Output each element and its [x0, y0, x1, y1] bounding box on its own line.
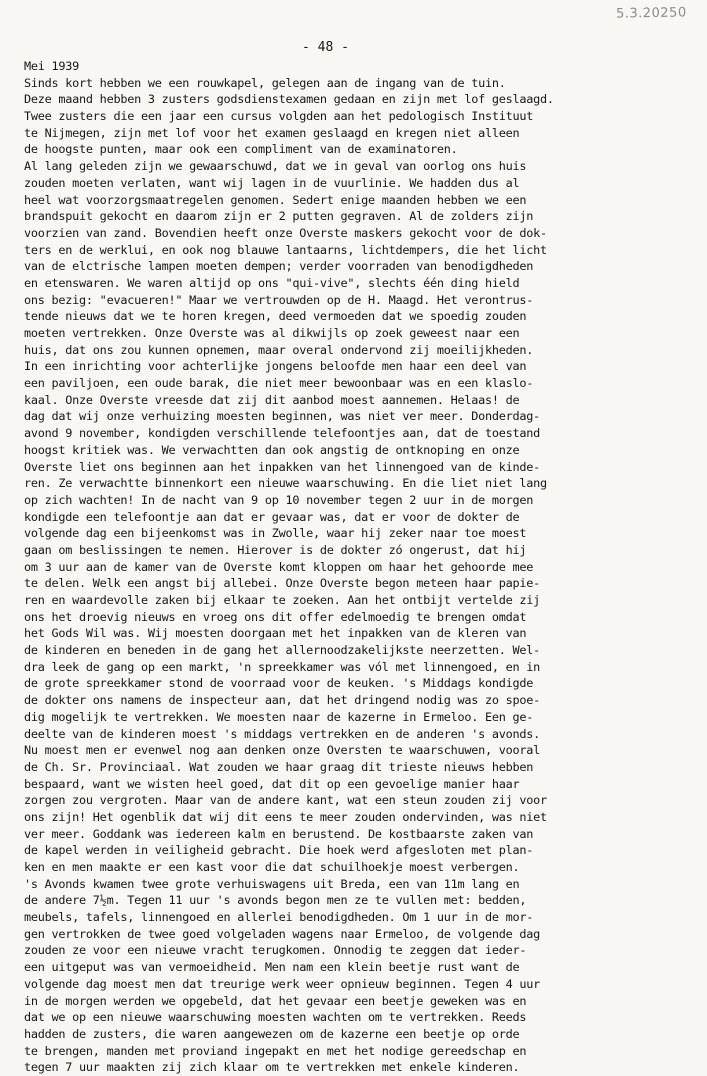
date-heading: Mei 1939 — [24, 59, 80, 73]
text-line: ken en men maakte er een kast voor die dat schuilhoekje moest verbergen. — [24, 860, 520, 874]
text-line: te brengen, manden met proviand ingepakt en met het nodige gereedschap en — [24, 1043, 527, 1058]
body-text — [24, 58, 704, 1076]
text-line: kaal. Onze Overste vreesde dat zij dit aanbod moest aannemen. Helaas! de — [24, 392, 520, 407]
text-line: ren. Ze verwachtte binnenkort een nieuwe waarschuwing. En die liet niet lang — [24, 476, 547, 491]
text-line: Al lang geleden zijn we gewaarschuwd, dat we in geval van oorlog ons huis — [24, 159, 527, 174]
text-line: de kapel werden in veiligheid gebracht. Die hoek werd afgesloten met plan- — [24, 843, 534, 858]
text-line: het Gods Wil was. Wij moesten doorgaan met het inpakken van de kleren van — [24, 626, 527, 641]
text-line: In een inrichting voor achterlijke jongens beloofde men haar een deel van — [24, 359, 527, 374]
text-line: en etenswaren. We waren altijd op ons "qui-vive", slechts één ding hield — [24, 275, 520, 290]
text-line: te delen. Welk een angst bij allebei. Onze Overste begon meteen haar papie- — [24, 576, 541, 591]
text-line: ver meer. Goddank was iedereen kalm en berustend. De kostbaarste zaken van — [24, 826, 534, 841]
text-line: brandspuit gekocht en daarom zijn er 2 putten gegraven. Al de zolders zijn — [24, 209, 534, 224]
text-line: volgende dag een bijeenkomst was in Zwolle, waar hij zeker naar toe moest — [24, 526, 527, 541]
text-line: meubels, tafels, linnengoed en allerlei benodigdheden. Om 1 uur in de mor- — [24, 910, 534, 925]
text-line: zouden ze voor een nieuwe vracht terugkomen. Onnodig te zeggen dat ieder- — [24, 943, 527, 958]
text-line: in de morgen werden we opgebeld, dat het gevaar een beetje geweken was en — [24, 993, 527, 1008]
text-line: Nu moest men er evenwel nog aan denken onze Oversten te waarschuwen, vooral — [24, 743, 541, 758]
text-line: Overste liet ons beginnen aan het inpakken van het linnengoed van de kinde- — [24, 459, 541, 474]
text-line: een paviljoen, een oude barak, die niet meer bewoonbaar was en een klaslo- — [24, 376, 534, 391]
text-line: hoogst kritiek was. We verwachtten dan ook angstig de ontknoping en onze — [24, 442, 520, 457]
text-line: hadden de zusters, die waren aangewezen om de kazerne een beetje op orde — [24, 1026, 520, 1041]
text-line: Twee zusters die een jaar een cursus volgden aan het pedologisch Instituut — [24, 109, 534, 124]
text-line: dat we op een nieuwe waarschuwing moesten wachten om te vertrekken. Reeds — [24, 1010, 527, 1025]
text-line: ons zijn! Het ogenblik dat wij dit eens te meer zouden ondervinden, was niet — [24, 809, 547, 824]
text-line: de dokter ons namens de inspecteur aan, dat het dringend nodig was zo spoe- — [24, 693, 541, 708]
text-line: 's Avonds kwamen twee grote verhuiswagens uit Breda, een van 11m lang en — [24, 876, 520, 891]
page-number: - 48 - — [302, 40, 349, 55]
text-line: tende nieuws dat we te horen kregen, deed vermoeden dat we spoedig zouden — [24, 309, 527, 324]
text-line: Deze maand hebben 3 zusters godsdienstexamen gedaan en zijn met lof geslaagd. — [24, 92, 554, 107]
text-line: zorgen zou vergroten. Maar van de andere kant, wat een steun zouden zij voor — [24, 793, 547, 808]
text-line: huis, dat ons zou kunnen opnemen, maar overal ondervond zij moeilijkheden. — [24, 342, 534, 357]
text-line: volgende dag moest men dat treurige werk weer opnieuw beginnen. Tegen 4 uur — [24, 976, 541, 991]
text-line: ters en de werklui, en ook nog blauwe lantaarns, lichtdempers, die het licht — [24, 242, 547, 257]
archive-stamp: 5.3.20250 — [616, 5, 688, 22]
text-line: avond 9 november, kondigden verschillende telefoontjes aan, dat de toestand — [24, 426, 541, 441]
text-line: dra leek de gang op een markt, 'n spreekkamer was vól met linnengoed, en in — [24, 659, 541, 674]
text-line: voorzien van zand. Bovendien heeft onze Overste maskers gekocht voor de dok- — [24, 225, 547, 240]
text-line: de grote spreekkamer stond de voorraad voor de keuken. 's Middags kondigde — [24, 676, 534, 691]
text-line: deelte van de kinderen moest 's middags vertrekken en de anderen 's avonds. — [24, 726, 541, 741]
text-line: dig mogelijk te vertrekken. We moesten naar de kazerne in Ermeloo. Een ge- — [24, 709, 534, 724]
text-line: zouden moeten verlaten, want wij lagen in de vuurlinie. We hadden dus al — [24, 175, 520, 190]
text-line: de Ch. Sr. Provinciaal. Wat zouden we haar graag dit trieste nieuws hebben — [24, 759, 534, 774]
text-line: ons het droevig nieuws en vroeg ons dit offer edelmoedig te brengen omdat — [24, 609, 527, 624]
text-line: gaan om beslissingen te nemen. Hierover is de dokter zó ongerust, dat hij — [24, 542, 527, 557]
text-line: dag dat wij onze verhuizing moesten beginnen, was niet ver meer. Donderdag- — [24, 409, 541, 424]
text-line: ons bezig: "evacueren!" Maar we vertrouwden op de H. Maagd. Het verontrus- — [24, 292, 534, 307]
text-line: te Nijmegen, zijn met lof voor het examen geslaagd en kregen niet alleen — [24, 125, 520, 140]
text-line: heel wat voorzorgsmaatregelen genomen. Sedert enige maanden hebben we een — [24, 192, 527, 207]
text-line: de andere 7½m. Tegen 11 uur 's avonds begon men ze te vullen met: bedden, — [24, 893, 527, 908]
text-line: moeten vertrekken. Onze Overste was al dikwijls op zoek geweest naar een — [24, 326, 520, 340]
text-line: ren en waardevolle zaken bij elkaar te zoeken. Aan het ontbijt vertelde zij — [24, 593, 541, 607]
text-line: bespaard, want we wisten heel goed, dat dit op een gevoelige manier haar — [24, 776, 520, 791]
text-line: de hoogste punten, maar ook een compliment van de examinatoren. — [24, 142, 458, 157]
text-line: kondigde een telefoontje aan dat er gevaar was, dat er voor de dokter de — [24, 509, 520, 524]
text-line: de kinderen en beneden in de gang het allernoodzakelijkste neerzetten. Wel- — [24, 643, 541, 658]
text-line: om 3 uur aan de kamer van de Overste komt kloppen om haar het gehoorde mee — [24, 559, 534, 574]
text-line: op zich wachten! In de nacht van 9 op 10 november tegen 2 uur in de morgen — [24, 492, 534, 507]
text-line: een uitgeput was van vermoeidheid. Men nam een klein beetje rust want de — [24, 960, 520, 975]
text-line: tegen 7 uur maakten zij zich klaar om te vertrekken met enkele kinderen. — [24, 1060, 520, 1075]
text-line: Sinds kort hebben we een rouwkapel, gelegen aan de ingang van de tuin. — [24, 75, 506, 90]
text-line: gen vertrokken de twee goed volgeladen wagens naar Ermeloo, de volgende dag — [24, 926, 541, 941]
text-line: van de elctrische lampen moeten dempen; verder voorraden van benodigdheden — [24, 259, 534, 274]
